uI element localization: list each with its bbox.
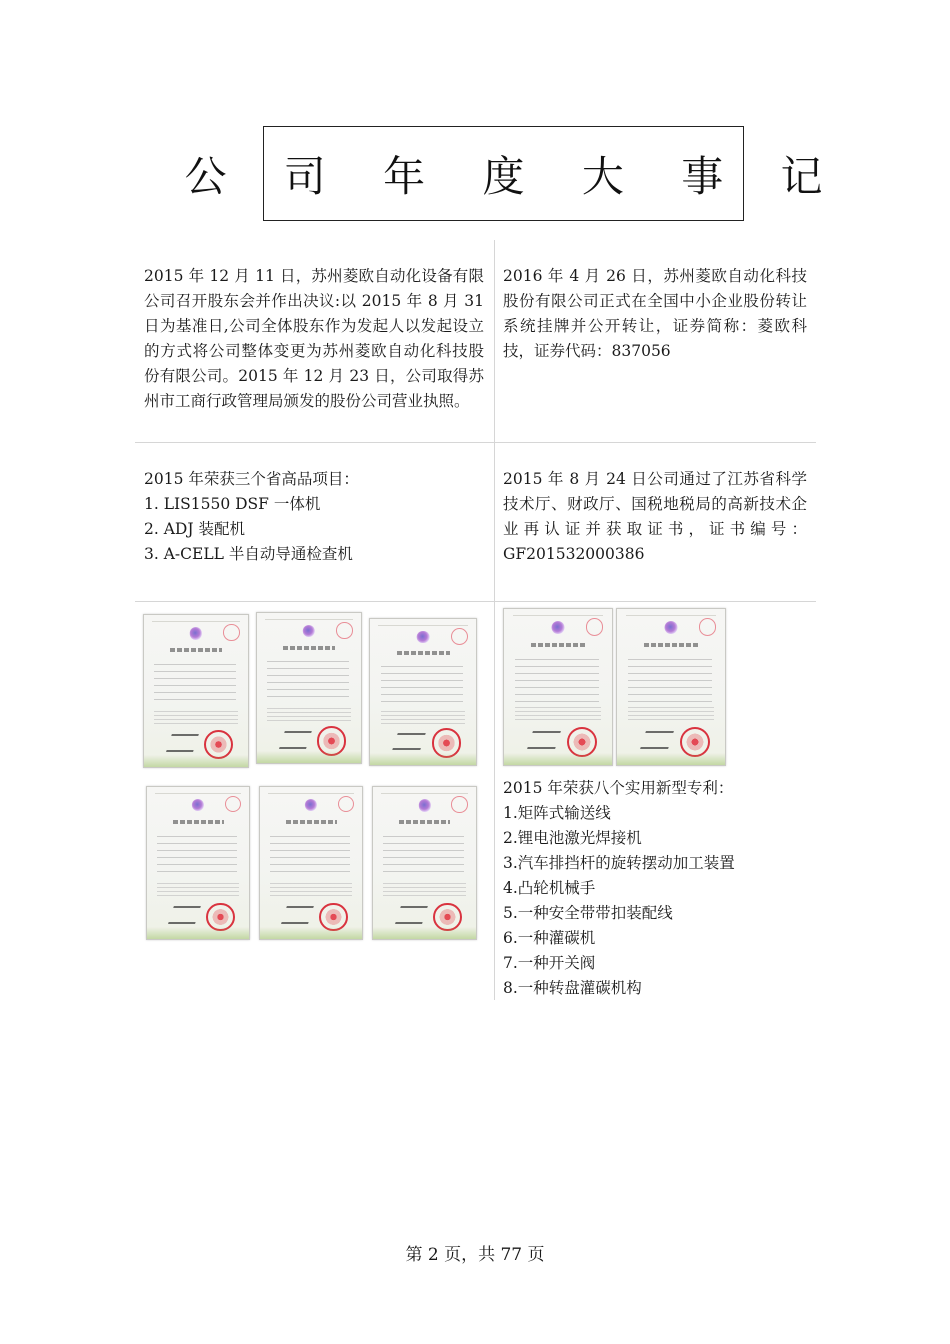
utility-patent-item: 2.锂电池激光焊接机 (503, 829, 642, 847)
event-2015-restructure-text: 2015 年 12 月 11 日，苏州菱欧自动化设备有限公司召开股东会并作出决议:以 2015 年 8 月 31 日为基准日,公司全体股东作为发起人以发起设立的方式将公司整体变更为苏州菱欧自动化科技股份有限公司。2015 年 12 月 23 日，公司取得苏州市工商行政管理局颁发的股份公司营业执照。 (144, 267, 484, 410)
row-divider-1 (135, 442, 816, 443)
provincial-products-heading: 2015 年荣获三个省高品项目： (144, 470, 359, 488)
event-utility-patents (503, 776, 807, 1001)
utility-patent-item: 6.一种灌碳机 (503, 929, 596, 947)
provincial-product-item: 1. LIS1550 DSF 一体机 (144, 495, 321, 513)
patent-certificate-image (146, 786, 250, 940)
event-2015-restructure (144, 264, 484, 414)
title-box (184, 126, 845, 221)
page-title: 公 司 年 度 大 事 记 (184, 151, 845, 201)
event-high-tech-certification (503, 467, 807, 567)
patent-certificate-image (372, 786, 477, 940)
provincial-product-item: 2. ADJ 装配机 (144, 520, 245, 538)
event-provincial-products (144, 467, 484, 567)
utility-patent-item: 7.一种开关阀 (503, 954, 596, 972)
utility-patent-item: 8.一种转盘灌碳机构 (503, 979, 642, 997)
high-tech-certification-text: 2015 年 8 月 24 日公司通过了江苏省科学技术厅、财政厅、国税地税局的高新技术企业再认证并获取证书，证书编号：GF201532000386 (503, 470, 807, 563)
patent-certificate-image (259, 786, 363, 940)
utility-patent-item: 3.汽车排挡杆的旋转摆动加工装置 (503, 854, 735, 872)
provincial-product-item: 3. A-CELL 半自动导通检查机 (144, 545, 353, 563)
utility-patent-item: 4.凸轮机械手 (503, 879, 596, 897)
patent-certificate-image (616, 608, 726, 766)
event-2016-listing-text: 2016 年 4 月 26 日，苏州菱欧自动化科技股份有限公司正式在全国中小企业股份转让系统挂牌并公开转让，证券简称：菱欧科技，证券代码：837056 (503, 267, 807, 360)
utility-patent-item: 1.矩阵式输送线 (503, 804, 611, 822)
utility-patent-item: 5.一种安全带带扣装配线 (503, 904, 673, 922)
event-2016-listing (503, 264, 807, 364)
column-divider (494, 240, 495, 1000)
patent-certificate-image (503, 608, 613, 766)
page-number: 第 2 页，共 77 页 (405, 1245, 545, 1265)
patent-certificate-image (369, 618, 477, 766)
row-divider-2 (135, 601, 816, 602)
patent-certificate-image (256, 612, 362, 764)
utility-patents-heading: 2015 年荣获八个实用新型专利： (503, 779, 734, 797)
patent-certificate-image (143, 614, 249, 768)
